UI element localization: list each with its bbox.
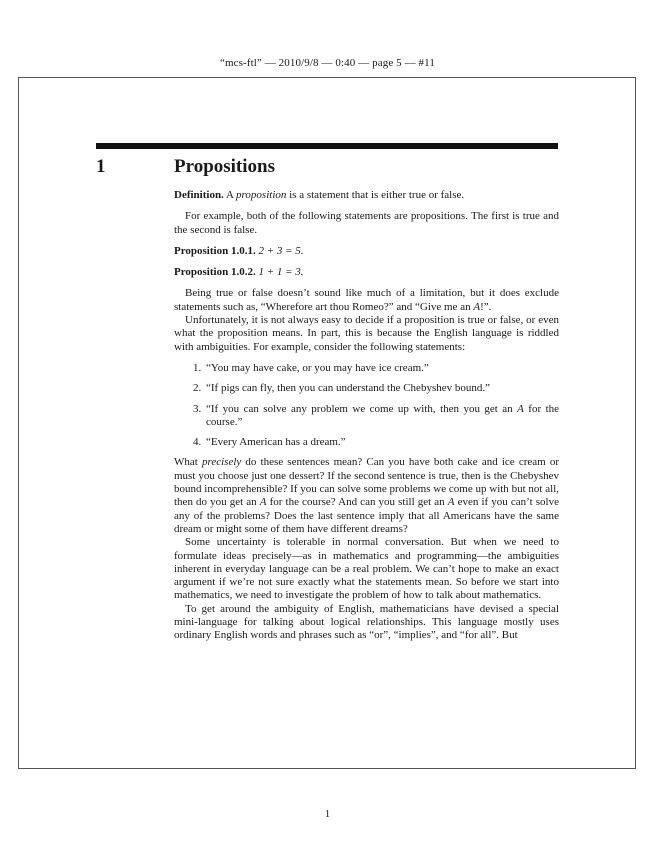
chapter-number: 1 bbox=[96, 156, 106, 177]
proposition-label: Proposition 1.0.2. bbox=[174, 266, 256, 279]
proposition-label: Proposition 1.0.1. bbox=[174, 244, 256, 257]
unfortunately-paragraph: Unfortunately, it is not always easy to decide if a proposition is true or false, or even what the proposition means. In part, this is because the English language is riddled with ambiguities. For example, consider the following statements: bbox=[174, 314, 559, 353]
statement-list bbox=[174, 362, 559, 449]
list-item: 1. “You may have cake, or you may have ice cream.” bbox=[204, 362, 559, 375]
list-item: 3. “If you can solve any problem we come up with, then you get an A for the course.” bbox=[204, 403, 559, 430]
example-paragraph: For example, both of the following statements are propositions. The first is true and the second is false. bbox=[174, 210, 559, 236]
definition-label: Definition. bbox=[174, 189, 224, 201]
page-number: 1 bbox=[324, 808, 331, 820]
uncertainty-paragraph: Some uncertainty is tolerable in normal conversation. But when we need to formulate ideas precisely—as in mathematics and programming—the ambiguities inherent in everyday language can be a real problem. We can’t hope to make an exact argument if we’re not sure exactly what the statements mean. So before we start into mathematics, we need to investigate the problem of how to talk about mathematics. bbox=[174, 536, 559, 602]
definition-paragraph: Definition. A proposition is a statement that is either true or false. bbox=[174, 189, 465, 201]
list-item: 2. “If pigs can fly, then you can understand the Chebyshev bound.” bbox=[204, 382, 559, 395]
definition-term: proposition bbox=[236, 189, 287, 201]
running-header: “mcs-ftl” — 2010/9/8 — 0:40 — page 5 — #11 bbox=[220, 57, 435, 69]
proposition-1 bbox=[174, 245, 559, 258]
proposition-2 bbox=[174, 266, 559, 279]
list-item: 4. “Every American has a dream.” bbox=[204, 436, 559, 449]
body-text bbox=[174, 189, 559, 643]
proposition-statement: 1 + 1 = 3. bbox=[258, 266, 304, 279]
chapter-rule bbox=[96, 143, 558, 149]
chapter-title: Propositions bbox=[174, 156, 276, 177]
proposition-statement: 2 + 3 = 5. bbox=[258, 244, 304, 257]
around-paragraph: To get around the ambiguity of English, mathematicians have devised a special mini-language for talking about logical relationships. This language mostly uses ordinary English words and phrases such as “or”, “implies”, and “for all”. But bbox=[174, 602, 559, 642]
what-paragraph: What precisely do these sentences mean? Can you have both cake and ice cream or must you choose just one dessert? If the second sentence is true, then is the Chebyshev bound incomprehensible? If you can solve some problems we come up with but not all, then do you get an A for the course? And can you still get an A even if you can’t solve any of the problems? Does the last sentence imply that all Americans have the same dream or might some of them have different dreams? bbox=[174, 456, 559, 535]
limitation-paragraph: Being true or false doesn’t sound like much of a limitation, but it does exclude statements such as, “Wherefore art thou Romeo?” and “Give me an A!”. bbox=[174, 287, 559, 313]
